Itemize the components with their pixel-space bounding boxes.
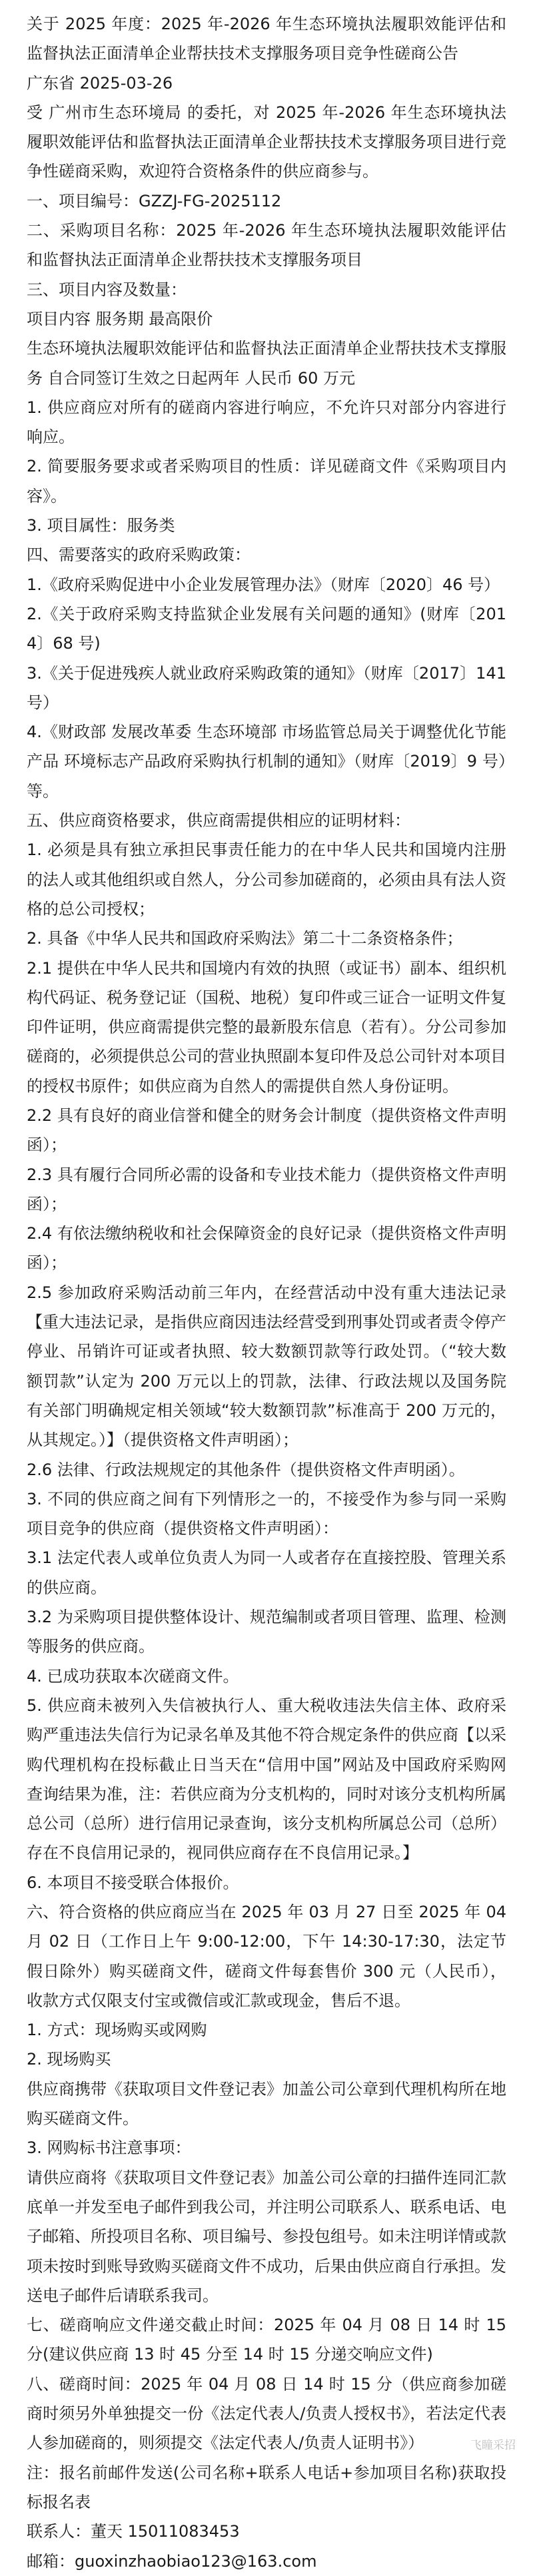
watermark: 飞瞳采招 <box>470 2439 516 2452</box>
list-item: 2.2 具有良好的商业信誉和健全的财务会计制度（提供资格文件声明函）； <box>27 1106 506 1155</box>
list-item: 4. 已成功获取本次磋商文件。 <box>27 1666 239 1686</box>
list-item: 供应商携带《获取项目文件登记表》加盖公司公章到代理机构所在地购买磋商文件。 <box>27 2079 506 2128</box>
content-table-row: 生态环境执法履职效能评估和监督执法正面清单企业帮扶技术支撑服务 自合同签订生效之日起两年 人民币 60 万元 <box>27 339 506 388</box>
section-heading-content: 三、项目内容及数量： <box>27 280 187 299</box>
project-name: 二、采购项目名称：2025 年-2026 年生态环境执法履职效能评估和监督执法正面清单企业帮扶技术支撑服务项目 <box>27 221 506 270</box>
list-item: 3. 项目属性：服务类 <box>27 516 175 535</box>
contact-email: 邮箱：guoxinzhaobiao123@163.com <box>27 2551 317 2571</box>
list-item: 5. 供应商未被列入失信被执行人、重大税收违法失信主体、政府采购严重违法失信行为记录名单及其他不符合规定条件的供应商【以采购代理机构在投标截止日当天在“信用中国”网站及中国政府采购网查询结果为准，注：若供应商为分支机构的，同时对该分支机构所属总公司（总所）进行信用记录查询，该分支机构所属总公司（总所）存在不良信用记录的，视同供应商存在不良信用记录。】 <box>27 1696 506 1863</box>
publish-location-date: 广东省 2025-03-26 <box>27 73 173 93</box>
list-item: 6. 本项目不接受联合体报价。 <box>27 1873 239 1892</box>
list-item: 3. 网购标书注意事项： <box>27 2138 191 2158</box>
list-item: 1. 必须是具有独立承担民事责任能力的在中华人民共和国境内注册的法人或其他组织或自然人，分公司参加磋商的，必须由具有法人资格的总公司授权； <box>27 840 506 918</box>
list-item: 2.6 法律、行政法规规定的其他条件（提供资格文件声明函）。 <box>27 1460 465 1479</box>
list-item: 2. 现场购买 <box>27 2050 111 2069</box>
list-item: 2. 简要服务要求或者采购项目的性质：详见磋商文件《采购项目内容》。 <box>27 457 506 505</box>
project-number: 一、项目编号：GZZJ-FG-2025112 <box>27 191 282 210</box>
list-item: 3.1 法定代表人或单位负责人为同一人或者存在直接控股、管理关系的供应商。 <box>27 1548 506 1597</box>
list-item: 3. 不同的供应商之间有下列情形之一的，不接受作为参与同一采购项目竞争的供应商（提供资格文件声明函）： <box>27 1489 506 1538</box>
section-heading-policy: 四、需要落实的政府采购政策： <box>27 545 251 565</box>
announcement-title: 关于 2025 年度：2025 年-2026 年生态环境执法履职效能评估和监督执法正面清单企业帮扶技术支撑服务项目竞争性磋商公告 <box>27 15 506 63</box>
list-item: 2.5 参加政府采购活动前三年内，在经营活动中没有重大违法记录【重大违法记录，是指供应商因违法经营受到刑事处罚或者责令停产停业、吊销许可证或者执照、较大数额罚款等行政处罚。（“较大数额罚款”认定为 200 万元以上的罚款，法律、行政法规以及国务院有关部门明确规定相关领域“较大数额罚款”标准高于 200 万元的，从其规定。）】（提供资格文件声明函）； <box>27 1283 506 1450</box>
list-item: 1. 供应商应对所有的磋商内容进行响应，不允许只对部分内容进行响应。 <box>27 398 506 447</box>
list-item: 2.1 提供在中华人民共和国境内有效的执照（或证书）副本、组织机构代码证、税务登记证（国税、地税）复印件或三证合一证明文件复印件证明，供应商需提供完整的最新股东信息（若有）。分公司参加磋商的，必须提供总公司的营业执照副本复印件及总公司针对本项目的授权书原件；如供应商为自然人的需提供自然人身份证明。 <box>27 958 506 1096</box>
section-heading-purchase: 六、符合资格的供应商应当在 2025 年 03 月 27 日至 2025 年 04 月 02 日（工作日上午 9:00-12:00，下午 14:30-17:30，法定节假日除外）购买磋商文件，磋商文件每套售价 300 元（人民币），收款方式仅限支付宝或微信或汇款或现金，售后不退。 <box>27 1903 506 2010</box>
section-heading-deadline: 七、磋商响应文件递交截止时间：2025 年 04 月 08 日 14 时 15 分(建议供应商 13 时 45 分至 14 时 15 分递交响应文件) <box>27 2316 506 2364</box>
contact-person: 联系人：董天 15011083453 <box>27 2522 240 2541</box>
list-item: 1.《政府采购促进中小企业发展管理办法》（财库〔2020〕46 号） <box>27 575 500 594</box>
list-item: 请供应商将《获取项目文件登记表》加盖公司公章的扫描件连同汇款底单一并发至电子邮件到我公司，并注明公司联系人、联系电话、电子邮箱、所投项目名称、项目编号、参投包组号。如未注明详情或款项未按时到账导致购买磋商文件不成功，后果由供应商自行承担。发送电子邮件后请联系我司。 <box>27 2168 506 2305</box>
list-item: 2.3 具有履行合同所必需的设备和专业技术能力（提供资格文件声明函）； <box>27 1165 506 1213</box>
list-item: 1. 方式：现场购买或网购 <box>27 2021 207 2040</box>
registration-note: 注：报名前邮件发送(公司名称+联系人电话+参加项目名称)获取投标报名表 <box>27 2463 506 2511</box>
list-item: 3.《关于促进残疾人就业政府采购政策的通知》（财库〔2017〕141 号） <box>27 663 506 712</box>
list-item: 3.2 为采购项目提供整体设计、规范编制或者项目管理、监理、检测等服务的供应商。 <box>27 1608 506 1656</box>
list-item: 2.4 有依法缴纳税收和社会保障资金的良好记录（提供资格文件声明函）； <box>27 1224 506 1273</box>
list-item: 2. 具备《中华人民共和国政府采购法》第二十二条资格条件； <box>27 929 463 948</box>
section-heading-qualification: 五、供应商资格要求，供应商需提供相应的证明材料： <box>27 811 410 830</box>
list-item: 4.《财政部 发展改革委 生态环境部 市场监管总局关于调整优化节能产品 环境标志产品政府采购执行机制的通知》（财库〔2019〕9 号）等。 <box>27 723 506 801</box>
list-item: 2.《关于政府采购支持监狱企业发展有关问题的通知》(财库〔2014〕68 号) <box>27 604 506 653</box>
section-heading-negotiation-time: 八、磋商时间：2025 年 04 月 08 日 14 时 15 分（供应商参加磋商时须另外单独提交一份《法定代表人/负责人授权书》，若法定代表人参加磋商的，则须提交《法定代表人/负责人证明书》） <box>27 2374 506 2453</box>
intro-paragraph: 受 广州市生态环境局 的委托，对 2025 年-2026 年生态环境执法履职效能评估和监督执法正面清单企业帮扶技术支撑服务项目进行竞争性磋商采购，欢迎符合资格条件的供应商参与。 <box>27 103 506 181</box>
content-table-header: 项目内容 服务期 最高限价 <box>27 309 213 328</box>
